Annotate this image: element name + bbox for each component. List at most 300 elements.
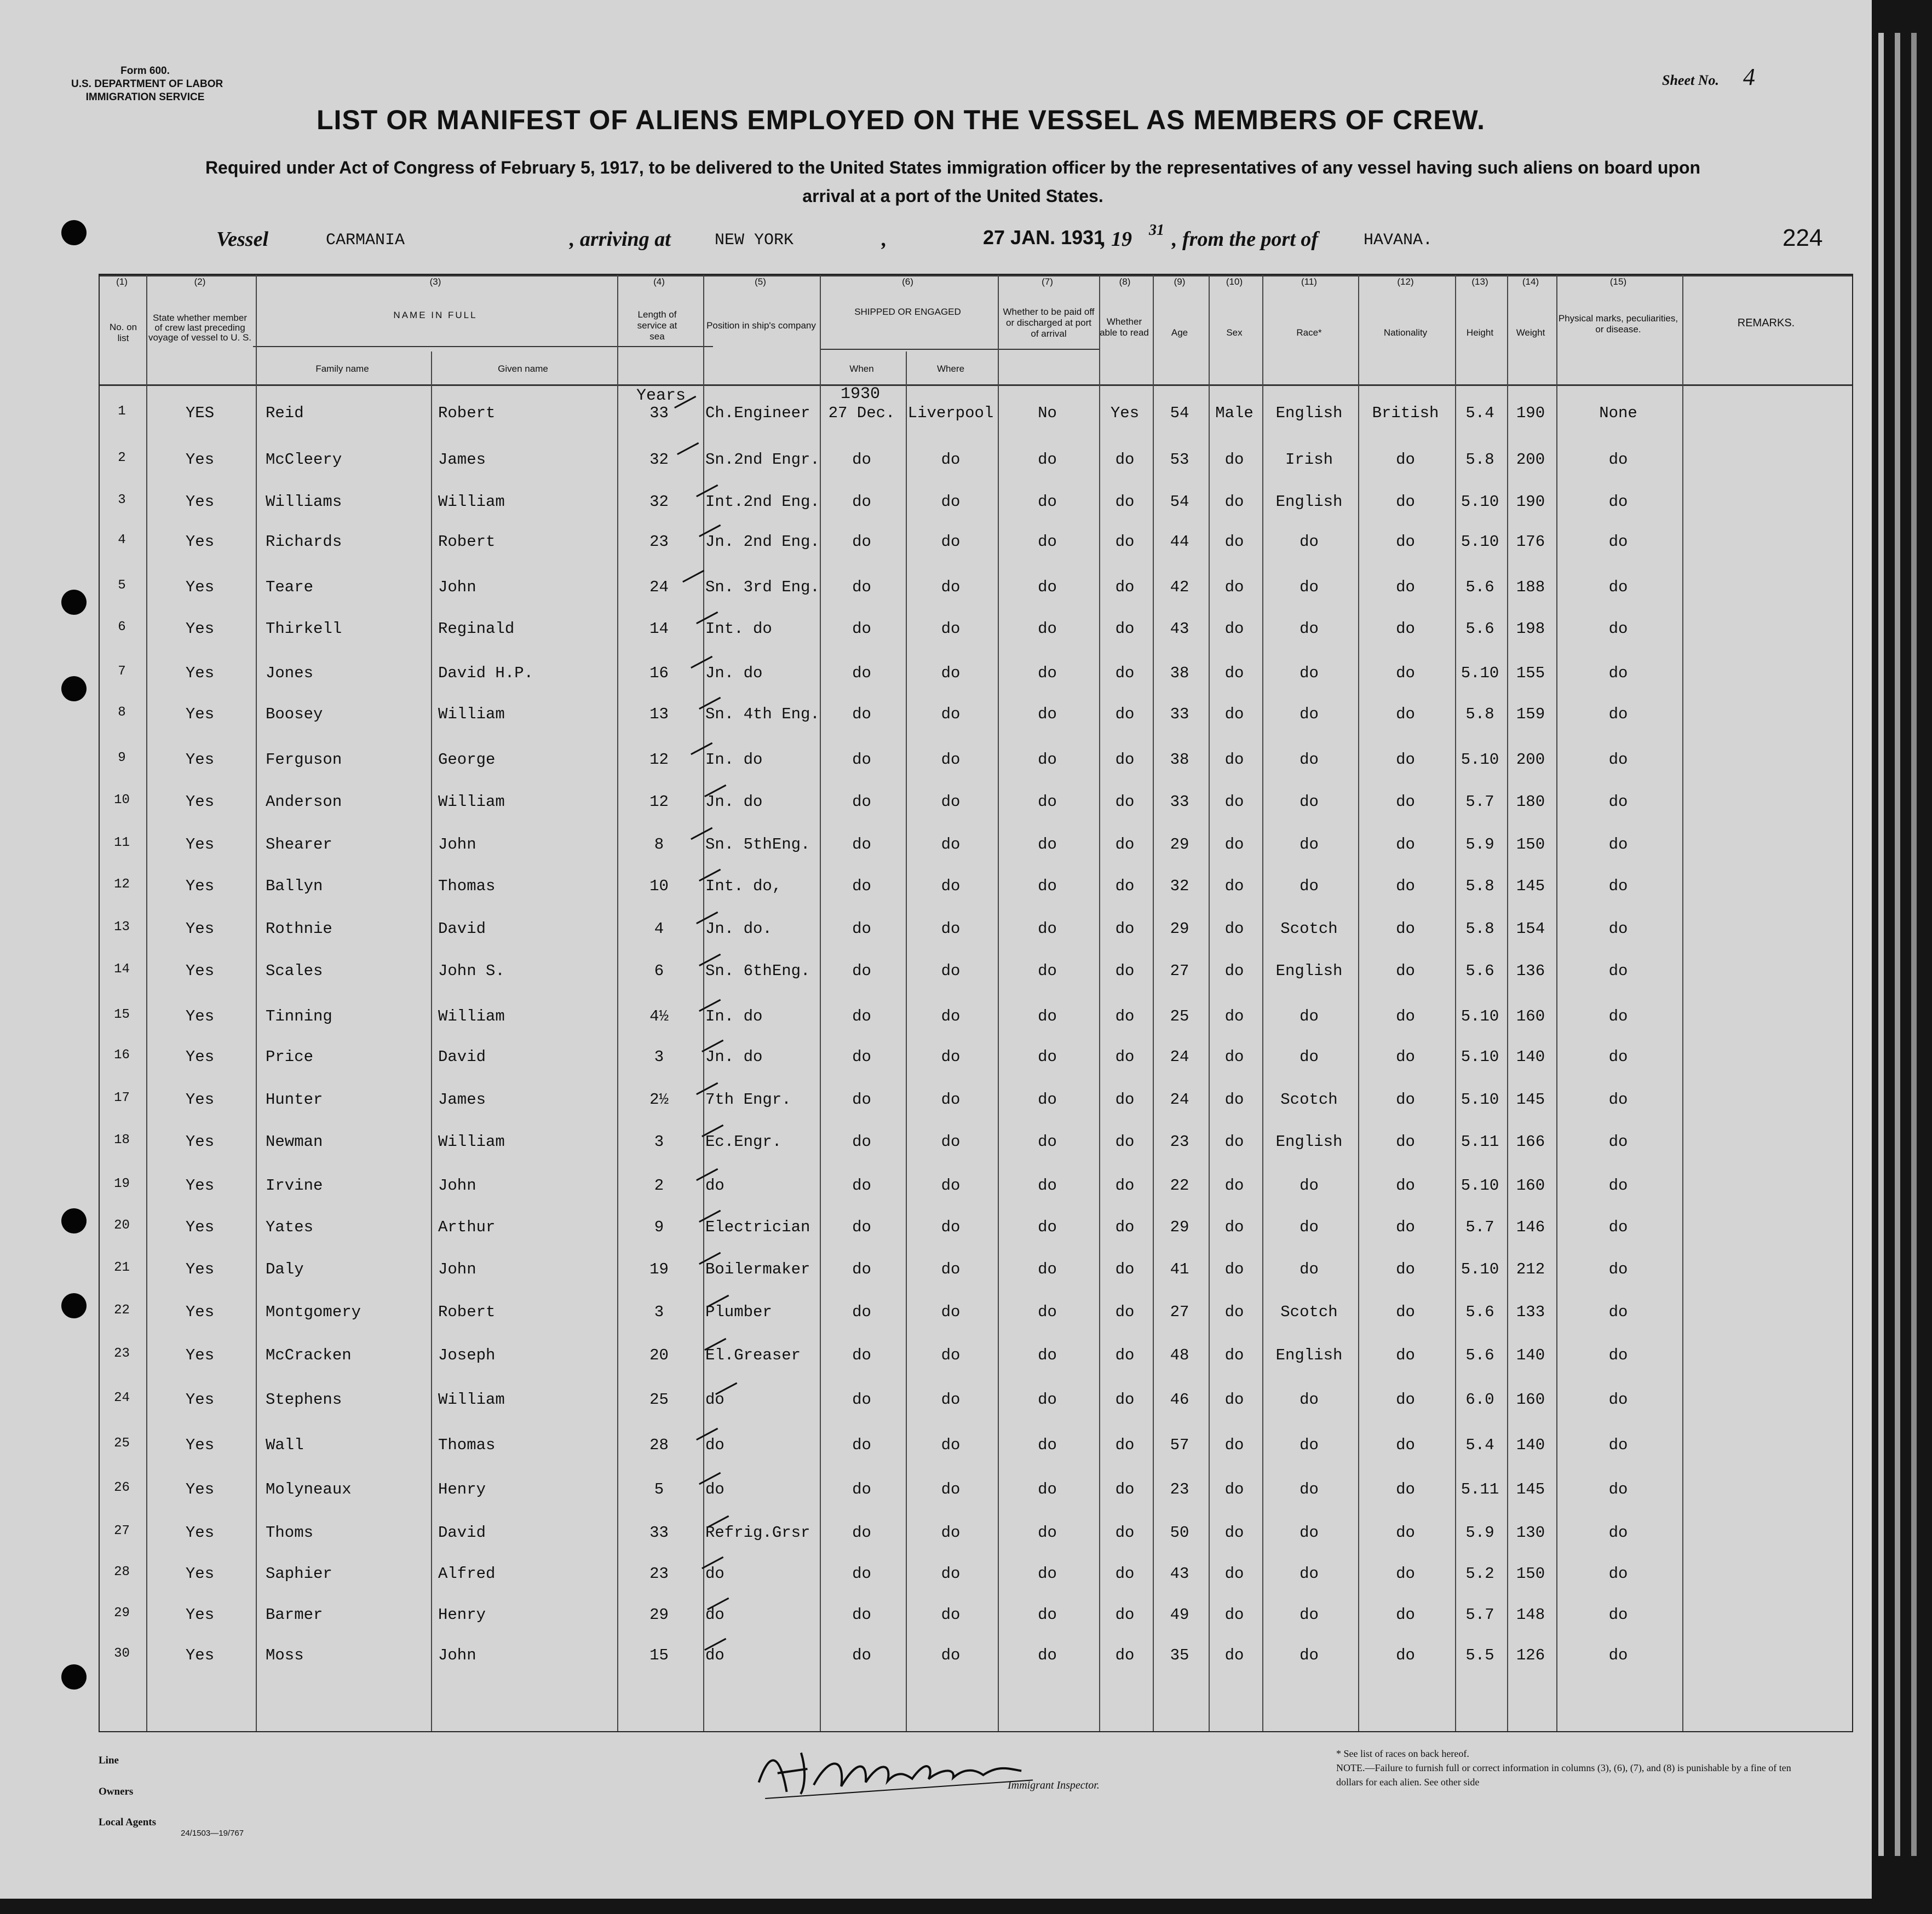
- cell-service: 33: [649, 404, 669, 422]
- cell-age: 48: [1170, 1346, 1189, 1364]
- col-header-given: Given name: [498, 364, 548, 374]
- cell-member: Yes: [185, 1606, 215, 1624]
- cell-service: 3: [654, 1133, 664, 1151]
- cell-sex: do: [1224, 664, 1244, 682]
- cell-nationality: do: [1396, 1177, 1415, 1195]
- table-row: [99, 1565, 1687, 1604]
- cell-age: 43: [1170, 620, 1189, 638]
- cell-nationality: do: [1396, 1436, 1415, 1454]
- col-num-6: (6): [902, 276, 913, 287]
- cell-race: do: [1300, 664, 1319, 682]
- cell-nationality: do: [1396, 493, 1415, 511]
- cell-member: Yes: [185, 920, 215, 938]
- cell-position: Sn. 6thEng.: [705, 962, 810, 980]
- cell-age: 24: [1170, 1048, 1189, 1066]
- cell-nationality: do: [1396, 1260, 1415, 1278]
- cell-member: Yes: [185, 1260, 215, 1278]
- cell-given: George: [438, 751, 496, 769]
- cell-age: 41: [1170, 1260, 1189, 1278]
- cell-when: do: [852, 620, 871, 638]
- cell-read: do: [1115, 1091, 1135, 1109]
- cell-paid: do: [1038, 1480, 1057, 1498]
- cell-member: Yes: [185, 1524, 215, 1542]
- cell-family: Daly: [266, 1260, 304, 1278]
- cell-age: 29: [1170, 920, 1189, 938]
- cell-when: do: [852, 1303, 871, 1321]
- cell-position: Int.2nd Eng.: [705, 493, 820, 511]
- cell-position: Sn. 3rd Eng.: [705, 578, 820, 596]
- col-num-7: (7): [1042, 276, 1053, 287]
- cell-race: Scotch: [1280, 920, 1338, 938]
- table-row: [99, 1646, 1687, 1686]
- cell-marks: do: [1608, 1260, 1628, 1278]
- cell-height: 5.10: [1461, 1260, 1499, 1278]
- cell-when: do: [852, 920, 871, 938]
- cell-member: Yes: [185, 877, 215, 895]
- binder-hole: [61, 1208, 87, 1233]
- col-num-2: (2): [194, 276, 206, 287]
- cell-race: English: [1275, 404, 1343, 422]
- cell-member: YES: [185, 404, 215, 422]
- cell-age: 38: [1170, 751, 1189, 769]
- cell-nationality: do: [1396, 1391, 1415, 1409]
- cell-height: 5.10: [1461, 751, 1499, 769]
- cell-no: 14: [114, 962, 130, 977]
- cell-sex: do: [1224, 793, 1244, 811]
- cell-member: Yes: [185, 793, 215, 811]
- col-num-4: (4): [653, 276, 665, 287]
- cell-where: do: [941, 620, 961, 638]
- sheet-label: Sheet No.: [1662, 72, 1719, 88]
- cell-height: 5.10: [1461, 664, 1499, 682]
- table-row: [99, 1480, 1687, 1520]
- cell-race: do: [1300, 835, 1319, 854]
- cell-where: do: [941, 533, 961, 551]
- cell-family: Richards: [266, 533, 342, 551]
- cell-service: 19: [649, 1260, 669, 1278]
- cell-weight: 140: [1516, 1436, 1545, 1454]
- cell-marks: do: [1608, 1346, 1628, 1364]
- cell-member: Yes: [185, 1091, 215, 1109]
- col-header-weight: Weight: [1516, 327, 1545, 338]
- binder-hole: [61, 676, 87, 701]
- cell-given: John: [438, 1260, 476, 1278]
- cell-paid: do: [1038, 793, 1057, 811]
- cell-weight: 133: [1516, 1303, 1545, 1321]
- cell-race: do: [1300, 1606, 1319, 1624]
- cell-no: 27: [114, 1524, 130, 1538]
- cell-nationality: do: [1396, 664, 1415, 682]
- cell-marks: do: [1608, 493, 1628, 511]
- cell-position: Int. do: [705, 620, 772, 638]
- cell-nationality: do: [1396, 533, 1415, 551]
- cell-family: Tinning: [266, 1007, 332, 1025]
- cell-service: 2: [654, 1177, 664, 1195]
- cell-marks: do: [1608, 1480, 1628, 1498]
- col-header-paid-off: Whether to be paid off or discharged at port of arrival: [1003, 307, 1095, 339]
- cell-sex: do: [1224, 1218, 1244, 1236]
- cell-nationality: do: [1396, 962, 1415, 980]
- cell-sex: do: [1224, 962, 1244, 980]
- cell-no: 5: [118, 578, 126, 593]
- cell-family: Barmer: [266, 1606, 323, 1624]
- cell-marks: do: [1608, 1133, 1628, 1151]
- cell-no: 21: [114, 1260, 130, 1275]
- cell-when: do: [852, 1218, 871, 1236]
- cell-height: 5.10: [1461, 533, 1499, 551]
- cell-where: do: [941, 1133, 961, 1151]
- cell-position: Sn.2nd Engr.: [705, 451, 820, 469]
- cell-height: 5.11: [1461, 1480, 1499, 1498]
- cell-service: 32: [649, 451, 669, 469]
- cell-member: Yes: [185, 1480, 215, 1498]
- cell-height: 5.6: [1465, 620, 1494, 638]
- cell-marks: do: [1608, 1646, 1628, 1664]
- cell-paid: No: [1038, 404, 1057, 422]
- arrival-date-stamp: 27 JAN. 1931: [983, 226, 1105, 249]
- cell-nationality: do: [1396, 1048, 1415, 1066]
- table-row: [99, 1048, 1687, 1087]
- cell-position: Jn. 2nd Eng.: [705, 533, 820, 551]
- cell-position: Ch.Engineer: [705, 404, 810, 422]
- cell-race: do: [1300, 1391, 1319, 1409]
- cell-height: 5.6: [1465, 962, 1494, 980]
- cell-given: Thomas: [438, 877, 496, 895]
- table-row: [99, 1133, 1687, 1172]
- cell-nationality: do: [1396, 835, 1415, 854]
- cell-sex: Male: [1215, 404, 1254, 422]
- vessel-label: Vessel: [216, 228, 268, 251]
- cell-service: 25: [649, 1391, 669, 1409]
- cell-marks: None: [1599, 404, 1637, 422]
- cell-family: Montgomery: [266, 1303, 361, 1321]
- cell-given: William: [438, 1391, 505, 1409]
- cell-race: do: [1300, 1565, 1319, 1583]
- cell-position: do: [705, 1177, 725, 1195]
- cell-when: do: [852, 1177, 871, 1195]
- cell-sex: do: [1224, 877, 1244, 895]
- cell-age: 24: [1170, 1091, 1189, 1109]
- cell-read: do: [1115, 1303, 1135, 1321]
- cell-marks: do: [1608, 620, 1628, 638]
- arrival-port: NEW YORK: [715, 231, 794, 250]
- cell-position: Jn. do.: [705, 920, 772, 938]
- cell-weight: 166: [1516, 1133, 1545, 1151]
- col-num-11: (11): [1301, 276, 1317, 287]
- cell-race: do: [1300, 533, 1319, 551]
- page-edge: [1911, 33, 1917, 1856]
- cell-race: do: [1300, 578, 1319, 596]
- cell-where: do: [941, 1565, 961, 1583]
- cell-sex: do: [1224, 1524, 1244, 1542]
- cell-height: 5.5: [1465, 1646, 1494, 1664]
- cell-position: Jn. do: [705, 664, 763, 682]
- cell-paid: do: [1038, 1133, 1057, 1151]
- cell-where: do: [941, 1346, 961, 1364]
- cell-read: do: [1115, 493, 1135, 511]
- cell-sex: do: [1224, 1303, 1244, 1321]
- cell-sex: do: [1224, 1260, 1244, 1278]
- cell-paid: do: [1038, 1007, 1057, 1025]
- cell-no: 13: [114, 920, 130, 935]
- service-name: IMMIGRATION SERVICE: [85, 91, 205, 103]
- cell-marks: do: [1608, 664, 1628, 682]
- cell-race: do: [1300, 1007, 1319, 1025]
- year-value: 31: [1149, 222, 1164, 239]
- cell-age: 53: [1170, 451, 1189, 469]
- cell-given: William: [438, 1133, 505, 1151]
- from-port-label: , from the port of: [1172, 228, 1319, 251]
- col-header-member: State whether member of crew last preceding voyage of vessel to U. S.: [148, 313, 252, 343]
- cell-where: do: [941, 1480, 961, 1498]
- table-row: [99, 493, 1687, 532]
- cell-race: English: [1275, 1133, 1343, 1151]
- cell-marks: do: [1608, 1391, 1628, 1409]
- cell-paid: do: [1038, 1565, 1057, 1583]
- col-header-race: Race*: [1296, 327, 1322, 338]
- table-row: [99, 1606, 1687, 1645]
- cell-family: Boosey: [266, 705, 323, 723]
- cell-nationality: British: [1372, 404, 1439, 422]
- cell-family: Saphier: [266, 1565, 332, 1583]
- cell-sex: do: [1224, 751, 1244, 769]
- cell-service: 8: [654, 835, 664, 854]
- cell-nationality: do: [1396, 920, 1415, 938]
- col-header-marks: Physical marks, peculiarities, or disease.: [1558, 313, 1678, 335]
- cell-given: Henry: [438, 1606, 486, 1624]
- cell-member: Yes: [185, 620, 215, 638]
- cell-member: Yes: [185, 578, 215, 596]
- cell-weight: 190: [1516, 493, 1545, 511]
- cell-no: 3: [118, 493, 126, 508]
- cell-no: 6: [118, 620, 126, 635]
- cell-race: do: [1300, 1646, 1319, 1664]
- cell-member: Yes: [185, 1391, 215, 1409]
- cell-height: 5.6: [1465, 1303, 1494, 1321]
- cell-position: Int. do,: [705, 877, 782, 895]
- table-row: [99, 664, 1687, 704]
- cell-member: Yes: [185, 1007, 215, 1025]
- cell-sex: do: [1224, 705, 1244, 723]
- cell-marks: do: [1608, 1565, 1628, 1583]
- years-heading: Years: [636, 387, 686, 405]
- cell-read: do: [1115, 1565, 1135, 1583]
- table-row: [99, 751, 1687, 790]
- cell-race: do: [1300, 705, 1319, 723]
- cell-read: do: [1115, 1346, 1135, 1364]
- cell-position: Jn. do: [705, 793, 763, 811]
- cell-given: Robert: [438, 1303, 496, 1321]
- cell-no: 30: [114, 1646, 130, 1661]
- cell-read: Yes: [1110, 404, 1140, 422]
- cell-sex: do: [1224, 1565, 1244, 1583]
- cell-marks: do: [1608, 1606, 1628, 1624]
- cell-paid: do: [1038, 1436, 1057, 1454]
- cell-when: do: [852, 705, 871, 723]
- cell-age: 35: [1170, 1646, 1189, 1664]
- cell-weight: 160: [1516, 1391, 1545, 1409]
- cell-age: 57: [1170, 1436, 1189, 1454]
- cell-marks: do: [1608, 533, 1628, 551]
- cell-weight: 136: [1516, 962, 1545, 980]
- cell-nationality: do: [1396, 1091, 1415, 1109]
- cell-sex: do: [1224, 1048, 1244, 1066]
- page-edge: [1878, 33, 1884, 1856]
- cell-height: 5.6: [1465, 578, 1494, 596]
- cell-service: 5: [654, 1480, 664, 1498]
- cell-service: 13: [649, 705, 669, 723]
- cell-nationality: do: [1396, 1346, 1415, 1364]
- cell-read: do: [1115, 620, 1135, 638]
- cell-height: 5.8: [1465, 705, 1494, 723]
- cell-where: do: [941, 451, 961, 469]
- cell-no: 25: [114, 1436, 130, 1451]
- cell-where: do: [941, 877, 961, 895]
- cell-where: do: [941, 1606, 961, 1624]
- cell-weight: 140: [1516, 1346, 1545, 1364]
- cell-weight: 188: [1516, 578, 1545, 596]
- cell-age: 29: [1170, 835, 1189, 854]
- cell-when: do: [852, 962, 871, 980]
- binder-hole: [61, 1293, 87, 1318]
- cell-where: do: [941, 1524, 961, 1542]
- cell-sex: do: [1224, 1436, 1244, 1454]
- cell-marks: do: [1608, 835, 1628, 854]
- cell-where: do: [941, 493, 961, 511]
- cell-race: do: [1300, 1260, 1319, 1278]
- cell-member: Yes: [185, 1436, 215, 1454]
- department-name: U.S. DEPARTMENT OF LABOR: [71, 78, 223, 90]
- table-row: [99, 404, 1687, 443]
- cell-member: Yes: [185, 1346, 215, 1364]
- cell-family: Williams: [266, 493, 342, 511]
- cell-family: Thoms: [266, 1524, 314, 1542]
- cell-where: do: [941, 1391, 961, 1409]
- cell-marks: do: [1608, 793, 1628, 811]
- form-code: 24/1503—19/767: [181, 1829, 244, 1838]
- cell-when: do: [852, 1133, 871, 1151]
- cell-weight: 148: [1516, 1606, 1545, 1624]
- cell-paid: do: [1038, 920, 1057, 938]
- cell-service: 12: [649, 793, 669, 811]
- col-header-remarks: REMARKS.: [1737, 317, 1795, 329]
- cell-when: do: [852, 1391, 871, 1409]
- cell-where: do: [941, 1436, 961, 1454]
- col-header-where: Where: [936, 364, 965, 374]
- cell-member: Yes: [185, 533, 215, 551]
- cell-race: do: [1300, 877, 1319, 895]
- cell-given: David H.P.: [438, 664, 534, 682]
- cell-age: 27: [1170, 962, 1189, 980]
- cell-where: do: [941, 920, 961, 938]
- table-row: [99, 877, 1687, 916]
- cell-when: do: [852, 835, 871, 854]
- cell-position: El.Greaser: [705, 1346, 801, 1364]
- cell-given: Arthur: [438, 1218, 496, 1236]
- cell-race: English: [1275, 962, 1343, 980]
- cell-race: do: [1300, 1524, 1319, 1542]
- table-row: [99, 705, 1687, 745]
- cell-no: 29: [114, 1606, 130, 1621]
- cell-read: do: [1115, 920, 1135, 938]
- cell-service: 10: [649, 877, 669, 895]
- col-num-1: (1): [116, 276, 128, 287]
- col-num-5: (5): [755, 276, 766, 287]
- cell-where: do: [941, 1303, 961, 1321]
- cell-member: Yes: [185, 1133, 215, 1151]
- cell-service: 3: [654, 1303, 664, 1321]
- cell-given: William: [438, 705, 505, 723]
- cell-nationality: do: [1396, 620, 1415, 638]
- col-header-service: Length of service at sea: [637, 309, 677, 342]
- cell-where: Liverpool: [907, 404, 994, 422]
- cell-read: do: [1115, 578, 1135, 596]
- binder-hole: [61, 220, 87, 245]
- cell-member: Yes: [185, 835, 215, 854]
- col-header-height: Height: [1466, 327, 1494, 338]
- cell-given: David: [438, 1048, 486, 1066]
- col-header-age: Age: [1171, 327, 1188, 338]
- col-header-when: When: [849, 364, 874, 374]
- cell-race: do: [1300, 1048, 1319, 1066]
- cell-marks: do: [1608, 1048, 1628, 1066]
- page-title: LIST OR MANIFEST OF ALIENS EMPLOYED ON THE VESSEL AS MEMBERS OF CREW.: [317, 105, 1485, 135]
- cell-when: do: [852, 1007, 871, 1025]
- cell-no: 19: [114, 1177, 130, 1191]
- cell-height: 5.6: [1465, 1346, 1494, 1364]
- table-row: [99, 1303, 1687, 1342]
- binder-hole: [61, 1664, 87, 1690]
- cell-height: 5.4: [1465, 404, 1494, 422]
- cell-read: do: [1115, 1218, 1135, 1236]
- cell-position: Sn. 4th Eng.: [705, 705, 820, 723]
- table-row: [99, 1391, 1687, 1430]
- cell-paid: do: [1038, 1218, 1057, 1236]
- cell-member: Yes: [185, 962, 215, 980]
- cell-where: do: [941, 664, 961, 682]
- cell-paid: do: [1038, 1091, 1057, 1109]
- cell-nationality: do: [1396, 1646, 1415, 1664]
- cell-weight: 159: [1516, 705, 1545, 723]
- cell-marks: do: [1608, 920, 1628, 938]
- cell-given: Alfred: [438, 1565, 496, 1583]
- cell-read: do: [1115, 1436, 1135, 1454]
- cell-paid: do: [1038, 1048, 1057, 1066]
- cell-service: 29: [649, 1606, 669, 1624]
- cell-when: do: [852, 877, 871, 895]
- cell-read: do: [1115, 1007, 1135, 1025]
- cell-height: 5.10: [1461, 1091, 1499, 1109]
- cell-position: do: [705, 1391, 725, 1409]
- binder-hole: [61, 590, 87, 615]
- cell-race: do: [1300, 1177, 1319, 1195]
- cell-position: do: [705, 1606, 725, 1624]
- cell-when: do: [852, 1524, 871, 1542]
- cell-height: 5.4: [1465, 1436, 1494, 1454]
- cell-position: In. do: [705, 751, 763, 769]
- cell-where: do: [941, 1091, 961, 1109]
- cell-weight: 145: [1516, 877, 1545, 895]
- cell-height: 5.10: [1461, 1177, 1499, 1195]
- cell-height: 5.8: [1465, 920, 1494, 938]
- cell-position: In. do: [705, 1007, 763, 1025]
- cell-member: Yes: [185, 1177, 215, 1195]
- cell-nationality: do: [1396, 705, 1415, 723]
- cell-read: do: [1115, 1606, 1135, 1624]
- cell-age: 46: [1170, 1391, 1189, 1409]
- cell-no: 17: [114, 1091, 130, 1105]
- cell-age: 54: [1170, 404, 1189, 422]
